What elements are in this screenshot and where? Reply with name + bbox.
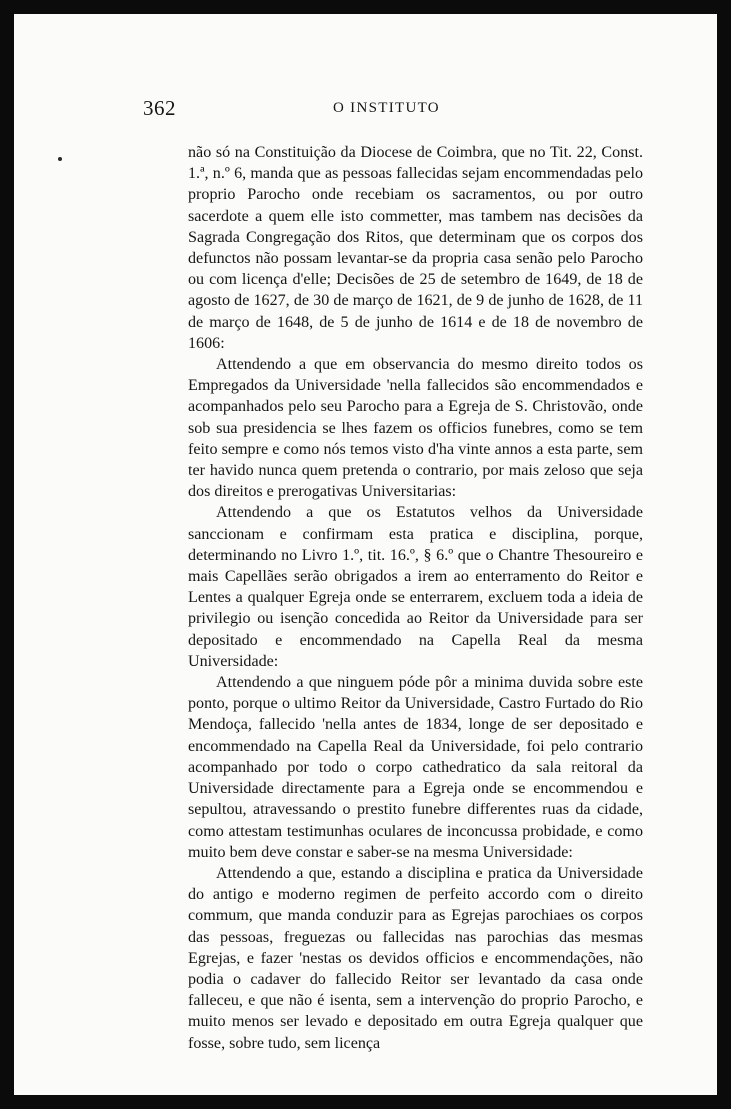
- margin-speck: [58, 157, 62, 161]
- scanned-page: [14, 14, 717, 1095]
- running-title: O INSTITUTO: [333, 100, 440, 116]
- page-number: 362: [143, 96, 176, 120]
- paragraph: não só na Constituição da Diocese de Coimbra, que no Tit. 22, Const. 1.ª, n.º 6, manda que as pessoas fallecidas sejam encommendadas pelo proprio Parocho onde recebiam os sacramentos, ou por outro sacerdote a quem elle isto commetter, mas tambem nas decisões da Sagrada Congregação dos Ritos, que determinam que os corpos dos defunctos não possam levantar-se da propria casa senão pelo Parocho ou com licença d'elle; Decisões de 25 de setembro de 1649, de 18 de agosto de 1627, de 30 de março de 1621, de 9 de junho de 1628, de 11 de março de 1648, de 5 de junho de 1614 e de 18 de novembro de 1606:: [188, 144, 643, 352]
- paragraph: Attendendo a que, estando a disciplina e pratica da Universidade do antigo e moderno regimen de perfeito accordo com o direito commum, que manda conduzir para as Egrejas parochiaes os corpos das pessoas, freguezas ou fallecidas nas parochias das mesmas Egrejas, e fazer 'nestas os devidos officios e encommendações, não podia o cadaver do fallecido Reitor ser levantado da casa onde falleceu, e que não é isenta, sem a intervenção do proprio Parocho, e muito menos ser levado e depositado em outra Egreja qualquer que fosse, sobre tudo, sem licença: [188, 864, 643, 1052]
- paragraph: Attendendo a que em observancia do mesmo direito todos os Empregados da Universidade 'nella fallecidos são encommendados e acompanhados pelo seu Parocho para a Egreja de S. Christovão, onde sob sua presidencia se lhes fazem os officios funebres, como se tem feito sempre e como nós temos visto d'ha vinte annos a esta parte, sem ter havido nunca quem pretenda o contrario, por mais zeloso que seja dos direitos e prerogativas Universitarias:: [188, 356, 643, 501]
- body-text: [188, 142, 643, 1054]
- page-header: [143, 94, 643, 124]
- paragraph: Attendendo a que os Estatutos velhos da Universidade sanccionam e confirmam esta pratica e disciplina, porque, determinando no Livro 1.º, tit. 16.º, § 6.º que o Chantre Thesoureiro e mais Capellães serão obrigados a irem ao enterramento do Reitor e Lentes a qualquer Egreja onde se enterrarem, excluem toda a ideia de privilegio ou isenção concedida ao Reitor da Universidade para ser depositado e encommendado na Capella Real da mesma Universidade:: [188, 504, 643, 670]
- paragraph: Attendendo a que ninguem póde pôr a minima duvida sobre este ponto, porque o ultimo Reitor da Universidade, Castro Furtado do Rio Mendoça, fallecido 'nella antes de 1834, longe de ser depositado e encommendado na Capella Real da Universidade, foi pelo contrario acompanhado por todo o corpo cathedratico da sala reitoral da Universidade directamente para a Egreja onde se encommendou e sepultou, atravessando o prestito funebre differentes ruas da cidade, como attestam testimunhas oculares de inconcussa probidade, e como muito bem deve constar e saber-se na mesma Universidade:: [188, 674, 643, 861]
